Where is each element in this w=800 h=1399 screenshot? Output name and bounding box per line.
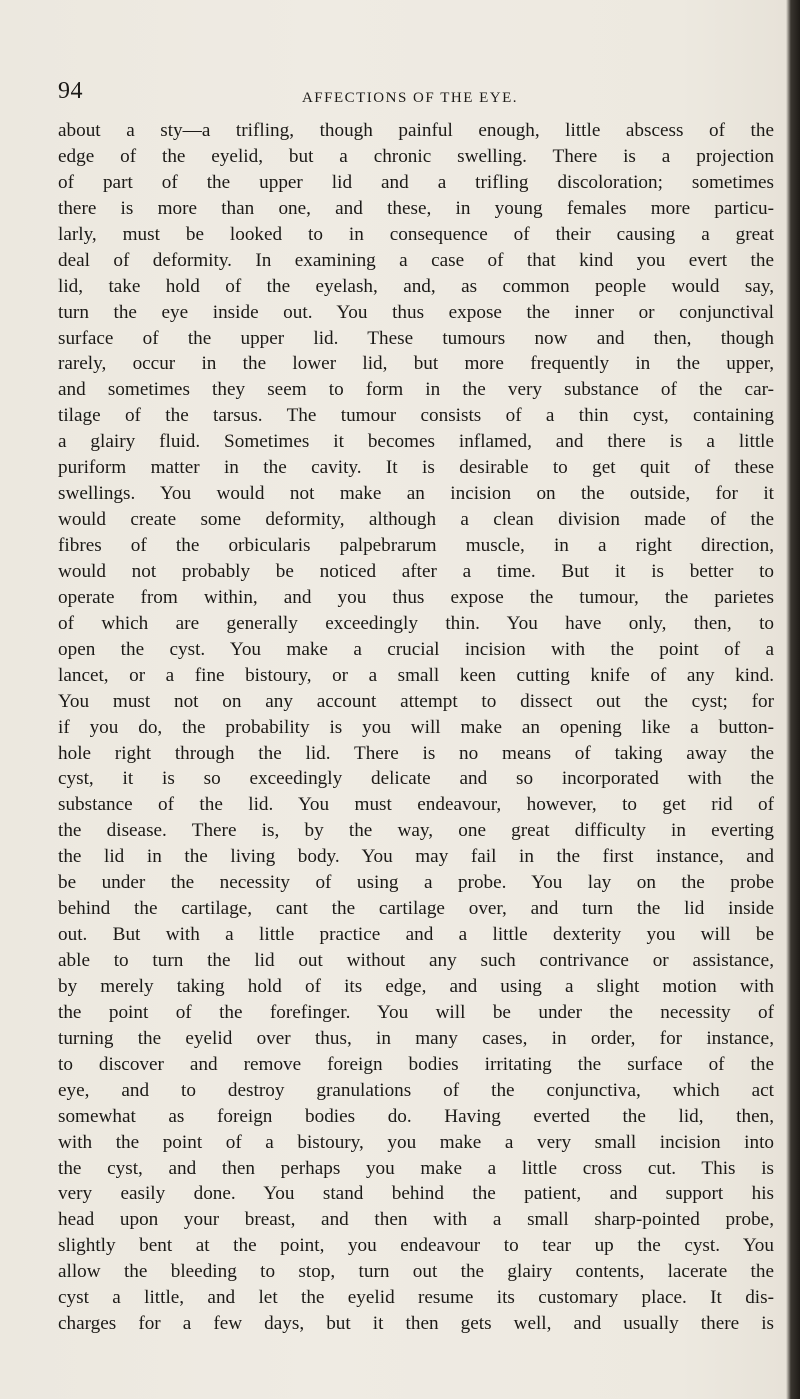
text-line: by merely taking hold of its edge, and using a slight motion with [58, 975, 774, 997]
text-line: would create some deformity, although a clean division made of the [58, 509, 774, 531]
text-line: open the cyst. You make a crucial incision with the point of a [58, 638, 774, 660]
text-line: the cyst, and then perhaps you make a little cross cut. This is [58, 1157, 774, 1179]
text-line: and sometimes they seem to form in the very substance of the car- [58, 379, 774, 401]
text-line: hole right through the lid. There is no means of taking away the [58, 742, 774, 764]
text-line: turning the eyelid over thus, in many cases, in order, for instance, [58, 1027, 774, 1049]
page-binding-edge [786, 0, 800, 1399]
text-line: somewhat as foreign bodies do. Having everted the lid, then, [58, 1105, 774, 1127]
text-line: a glairy fluid. Sometimes it becomes inflamed, and there is a little [58, 431, 774, 453]
text-line: puriform matter in the cavity. It is desirable to get quit of these [58, 457, 774, 479]
text-line: about a sty—a trifling, though painful enough, little abscess of the [58, 120, 774, 141]
text-line: the disease. There is, by the way, one great difficulty in everting [58, 820, 774, 842]
text-line: there is more than one, and these, in young females more particu- [58, 197, 774, 219]
text-line: tilage of the tarsus. The tumour consists of a thin cyst, containing [58, 405, 774, 427]
text-line: cyst, it is so exceedingly delicate and so incorporated with the [58, 768, 774, 790]
text-line: operate from within, and you thus expose the tumour, the parietes [58, 586, 774, 608]
running-head: AFFECTIONS OF THE EYE. [301, 90, 519, 106]
text-line: behind the cartilage, cant the cartilage over, and turn the lid inside [58, 898, 774, 920]
text-line: charges for a few days, but it then gets well, and usually there is [58, 1313, 774, 1335]
text-line: lancet, or a fine bistoury, or a small keen cutting knife of any kind. [58, 664, 774, 686]
text-line: if you do, the probability is you will make an opening like a button- [58, 716, 774, 738]
text-line: of part of the upper lid and a trifling discoloration; sometimes [58, 171, 774, 193]
text-line: be under the necessity of using a probe. You lay on the probe [58, 872, 774, 894]
text-line: eye, and to destroy granulations of the conjunctiva, which act [58, 1079, 774, 1101]
text-line: You must not on any account attempt to dissect out the cyst; for [58, 690, 774, 712]
text-line: edge of the eyelid, but a chronic swelling. There is a projection [58, 145, 774, 167]
text-line: surface of the upper lid. These tumours now and then, though [58, 327, 774, 349]
text-line: out. But with a little practice and a little dexterity you will be [58, 924, 774, 946]
text-line: of which are generally exceedingly thin. You have only, then, to [58, 612, 774, 634]
text-line: turn the eye inside out. You thus expose the inner or conjunctival [58, 301, 774, 323]
page-number: 94 [58, 78, 83, 104]
text-line: would not probably be noticed after a time. But it is better to [58, 560, 774, 582]
text-line: fibres of the orbicularis palpebrarum muscle, in a right direction, [58, 535, 774, 556]
text-line: deal of deformity. In examining a case of that kind you evert the [58, 249, 774, 271]
text-line: allow the bleeding to stop, turn out the glairy contents, lacerate the [58, 1261, 774, 1283]
text-line: able to turn the lid out without any such contrivance or assistance, [58, 950, 774, 971]
text-line: head upon your breast, and then with a small sharp-pointed probe, [58, 1209, 774, 1231]
text-line: lid, take hold of the eyelash, and, as common people would say, [58, 275, 774, 297]
text-line: to discover and remove foreign bodies irritating the surface of the [58, 1053, 774, 1075]
text-line: slightly bent at the point, you endeavour to tear up the cyst. You [58, 1235, 774, 1257]
text-line: very easily done. You stand behind the patient, and support his [58, 1183, 774, 1205]
text-line: rarely, occur in the lower lid, but more frequently in the upper, [58, 353, 774, 375]
text-line: with the point of a bistoury, you make a very small incision into [58, 1131, 774, 1153]
text-line: the point of the forefinger. You will be under the necessity of [58, 1001, 774, 1023]
body-text [58, 118, 774, 1337]
text-line: larly, must be looked to in consequence of their causing a great [58, 223, 774, 245]
text-line: substance of the lid. You must endeavour, however, to get rid of [58, 794, 774, 816]
text-line: swellings. You would not make an incision on the outside, for it [58, 483, 774, 505]
text-line: the lid in the living body. You may fail in the first instance, and [58, 846, 774, 868]
text-line: cyst a little, and let the eyelid resume its customary place. It dis- [58, 1287, 774, 1309]
